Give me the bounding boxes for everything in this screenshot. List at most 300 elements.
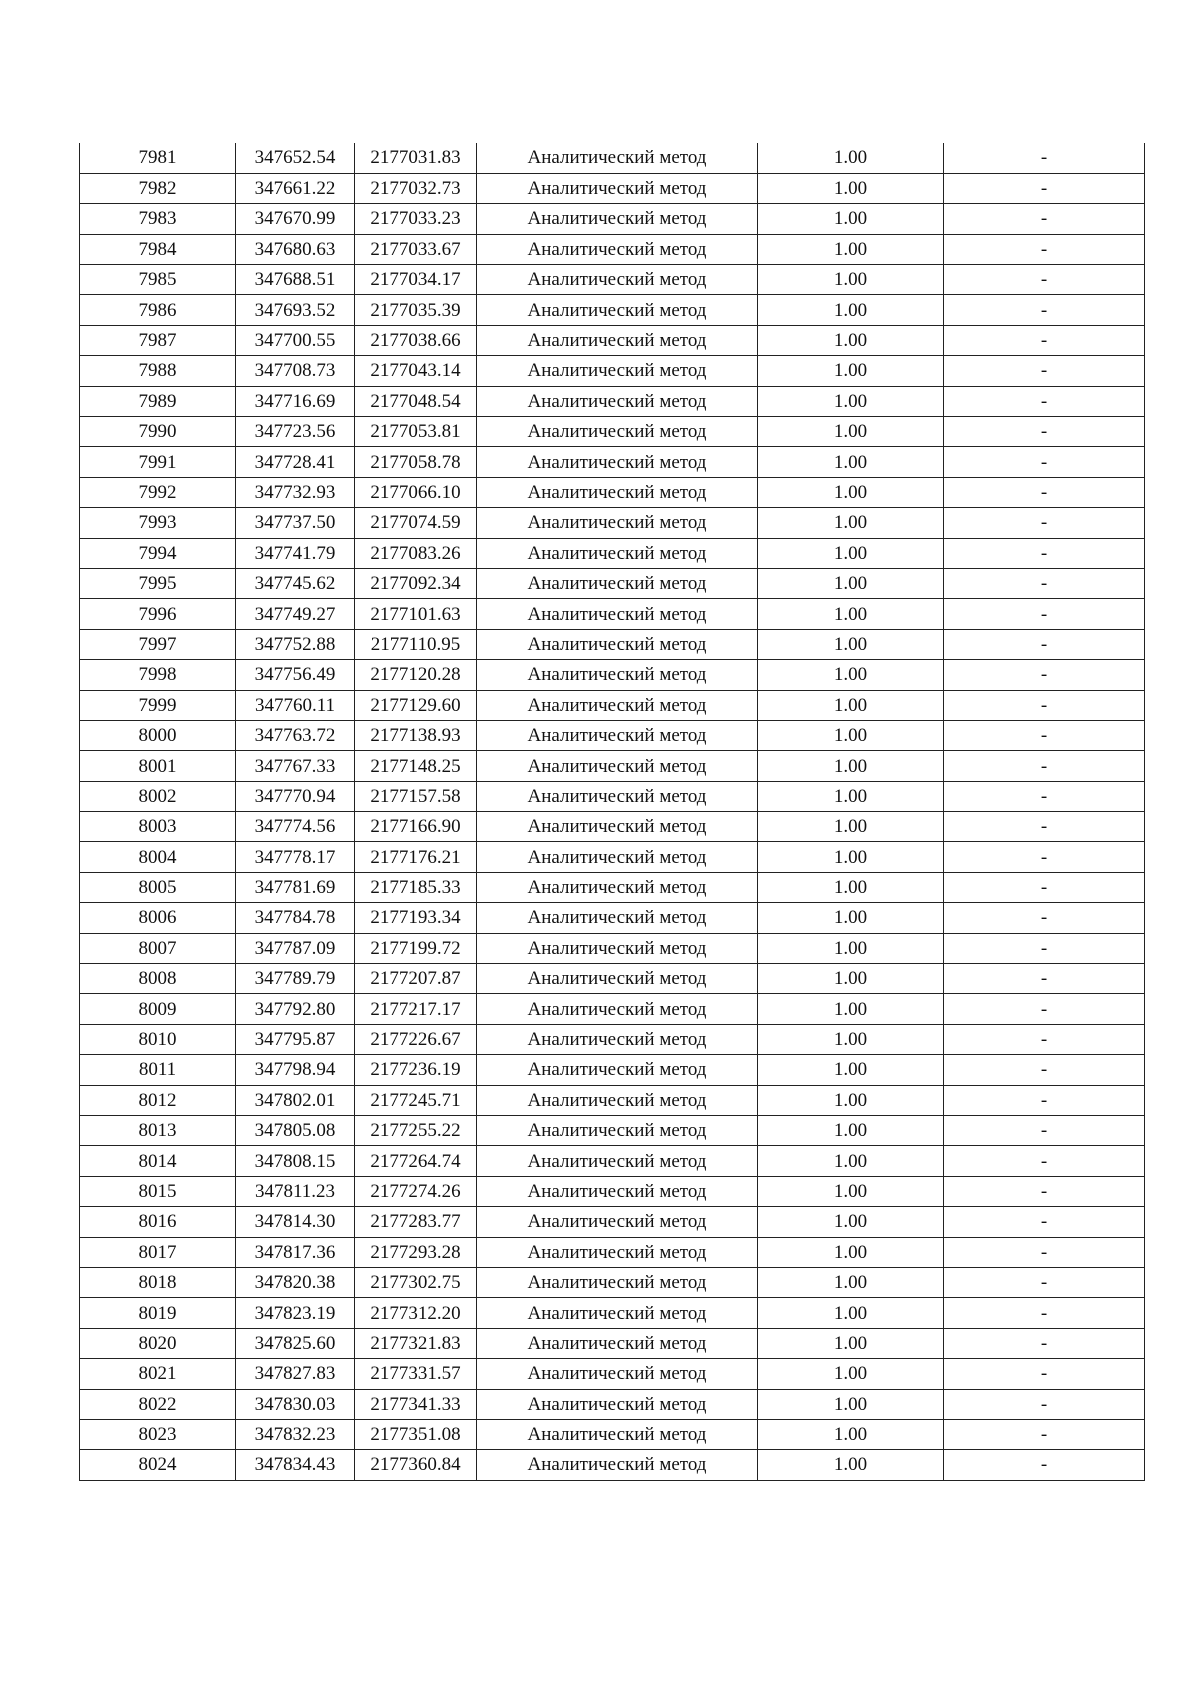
- note-cell: -: [944, 629, 1145, 659]
- y-coordinate-cell: 2177321.83: [355, 1328, 477, 1358]
- method-cell: Аналитический метод: [477, 812, 758, 842]
- method-cell: Аналитический метод: [477, 356, 758, 386]
- table-row: [80, 417, 1145, 447]
- accuracy-cell: 1.00: [758, 234, 944, 264]
- accuracy-cell: 1.00: [758, 1298, 944, 1328]
- accuracy-cell: 1.00: [758, 964, 944, 994]
- table-row: [80, 1237, 1145, 1267]
- x-coordinate-cell: 347792.80: [236, 994, 355, 1024]
- note-cell: -: [944, 1146, 1145, 1176]
- table-row: [80, 1024, 1145, 1054]
- x-coordinate-cell: 347716.69: [236, 386, 355, 416]
- note-cell: -: [944, 1328, 1145, 1358]
- note-cell: -: [944, 325, 1145, 355]
- point-number-cell: 8020: [80, 1328, 236, 1358]
- table-row: [80, 1389, 1145, 1419]
- table-row: [80, 1359, 1145, 1389]
- method-cell: Аналитический метод: [477, 234, 758, 264]
- x-coordinate-cell: 347787.09: [236, 933, 355, 963]
- method-cell: Аналитический метод: [477, 872, 758, 902]
- x-coordinate-cell: 347802.01: [236, 1085, 355, 1115]
- accuracy-cell: 1.00: [758, 1176, 944, 1206]
- x-coordinate-cell: 347661.22: [236, 173, 355, 203]
- note-cell: -: [944, 1359, 1145, 1389]
- method-cell: Аналитический метод: [477, 1085, 758, 1115]
- point-number-cell: 7985: [80, 265, 236, 295]
- method-cell: Аналитический метод: [477, 1146, 758, 1176]
- accuracy-cell: 1.00: [758, 143, 944, 173]
- point-number-cell: 8013: [80, 1116, 236, 1146]
- table-row: [80, 781, 1145, 811]
- x-coordinate-cell: 347789.79: [236, 964, 355, 994]
- table-row: [80, 1146, 1145, 1176]
- x-coordinate-cell: 347817.36: [236, 1237, 355, 1267]
- method-cell: Аналитический метод: [477, 933, 758, 963]
- x-coordinate-cell: 347693.52: [236, 295, 355, 325]
- method-cell: Аналитический метод: [477, 1237, 758, 1267]
- table-row: [80, 295, 1145, 325]
- note-cell: -: [944, 417, 1145, 447]
- x-coordinate-cell: 347749.27: [236, 599, 355, 629]
- y-coordinate-cell: 2177034.17: [355, 265, 477, 295]
- table-row: [80, 1450, 1145, 1480]
- coordinates-table: [79, 143, 1145, 1481]
- method-cell: Аналитический метод: [477, 417, 758, 447]
- point-number-cell: 7999: [80, 690, 236, 720]
- method-cell: Аналитический метод: [477, 295, 758, 325]
- note-cell: -: [944, 812, 1145, 842]
- point-number-cell: 8017: [80, 1237, 236, 1267]
- point-number-cell: 8003: [80, 812, 236, 842]
- point-number-cell: 7982: [80, 173, 236, 203]
- point-number-cell: 8007: [80, 933, 236, 963]
- y-coordinate-cell: 2177048.54: [355, 386, 477, 416]
- x-coordinate-cell: 347767.33: [236, 751, 355, 781]
- y-coordinate-cell: 2177312.20: [355, 1298, 477, 1328]
- table-row: [80, 325, 1145, 355]
- point-number-cell: 7992: [80, 477, 236, 507]
- note-cell: -: [944, 751, 1145, 781]
- note-cell: -: [944, 295, 1145, 325]
- point-number-cell: 7994: [80, 538, 236, 568]
- note-cell: -: [944, 1298, 1145, 1328]
- method-cell: Аналитический метод: [477, 1389, 758, 1419]
- y-coordinate-cell: 2177341.33: [355, 1389, 477, 1419]
- point-number-cell: 8018: [80, 1267, 236, 1297]
- method-cell: Аналитический метод: [477, 265, 758, 295]
- x-coordinate-cell: 347741.79: [236, 538, 355, 568]
- method-cell: Аналитический метод: [477, 690, 758, 720]
- point-number-cell: 8010: [80, 1024, 236, 1054]
- x-coordinate-cell: 347670.99: [236, 204, 355, 234]
- table-row: [80, 964, 1145, 994]
- accuracy-cell: 1.00: [758, 812, 944, 842]
- accuracy-cell: 1.00: [758, 1055, 944, 1085]
- accuracy-cell: 1.00: [758, 903, 944, 933]
- table-row: [80, 933, 1145, 963]
- accuracy-cell: 1.00: [758, 417, 944, 447]
- method-cell: Аналитический метод: [477, 386, 758, 416]
- accuracy-cell: 1.00: [758, 781, 944, 811]
- table-row: [80, 842, 1145, 872]
- table-row: [80, 1419, 1145, 1449]
- y-coordinate-cell: 2177207.87: [355, 964, 477, 994]
- accuracy-cell: 1.00: [758, 265, 944, 295]
- method-cell: Аналитический метод: [477, 903, 758, 933]
- note-cell: -: [944, 1267, 1145, 1297]
- note-cell: -: [944, 1085, 1145, 1115]
- y-coordinate-cell: 2177031.83: [355, 143, 477, 173]
- method-cell: Аналитический метод: [477, 781, 758, 811]
- accuracy-cell: 1.00: [758, 1024, 944, 1054]
- method-cell: Аналитический метод: [477, 1116, 758, 1146]
- method-cell: Аналитический метод: [477, 325, 758, 355]
- point-number-cell: 8004: [80, 842, 236, 872]
- point-number-cell: 7991: [80, 447, 236, 477]
- x-coordinate-cell: 347823.19: [236, 1298, 355, 1328]
- table-row: [80, 143, 1145, 173]
- note-cell: -: [944, 660, 1145, 690]
- x-coordinate-cell: 347652.54: [236, 143, 355, 173]
- table-row: [80, 356, 1145, 386]
- accuracy-cell: 1.00: [758, 1146, 944, 1176]
- accuracy-cell: 1.00: [758, 751, 944, 781]
- y-coordinate-cell: 2177033.67: [355, 234, 477, 264]
- method-cell: Аналитический метод: [477, 994, 758, 1024]
- method-cell: Аналитический метод: [477, 842, 758, 872]
- note-cell: -: [944, 1389, 1145, 1419]
- note-cell: -: [944, 690, 1145, 720]
- note-cell: -: [944, 1207, 1145, 1237]
- x-coordinate-cell: 347723.56: [236, 417, 355, 447]
- method-cell: Аналитический метод: [477, 1024, 758, 1054]
- x-coordinate-cell: 347811.23: [236, 1176, 355, 1206]
- method-cell: Аналитический метод: [477, 477, 758, 507]
- y-coordinate-cell: 2177185.33: [355, 872, 477, 902]
- method-cell: Аналитический метод: [477, 1419, 758, 1449]
- note-cell: -: [944, 568, 1145, 598]
- note-cell: -: [944, 143, 1145, 173]
- x-coordinate-cell: 347805.08: [236, 1116, 355, 1146]
- y-coordinate-cell: 2177074.59: [355, 508, 477, 538]
- table-row: [80, 538, 1145, 568]
- accuracy-cell: 1.00: [758, 1237, 944, 1267]
- table-row: [80, 568, 1145, 598]
- table-row: [80, 1298, 1145, 1328]
- table-row: [80, 234, 1145, 264]
- table-row: [80, 1116, 1145, 1146]
- accuracy-cell: 1.00: [758, 477, 944, 507]
- y-coordinate-cell: 2177199.72: [355, 933, 477, 963]
- table-row: [80, 447, 1145, 477]
- point-number-cell: 8001: [80, 751, 236, 781]
- accuracy-cell: 1.00: [758, 538, 944, 568]
- accuracy-cell: 1.00: [758, 933, 944, 963]
- accuracy-cell: 1.00: [758, 295, 944, 325]
- point-number-cell: 7988: [80, 356, 236, 386]
- x-coordinate-cell: 347808.15: [236, 1146, 355, 1176]
- y-coordinate-cell: 2177120.28: [355, 660, 477, 690]
- accuracy-cell: 1.00: [758, 842, 944, 872]
- point-number-cell: 8015: [80, 1176, 236, 1206]
- point-number-cell: 7984: [80, 234, 236, 264]
- note-cell: -: [944, 720, 1145, 750]
- y-coordinate-cell: 2177255.22: [355, 1116, 477, 1146]
- note-cell: -: [944, 508, 1145, 538]
- y-coordinate-cell: 2177274.26: [355, 1176, 477, 1206]
- note-cell: -: [944, 173, 1145, 203]
- accuracy-cell: 1.00: [758, 720, 944, 750]
- note-cell: -: [944, 477, 1145, 507]
- table-row: [80, 265, 1145, 295]
- y-coordinate-cell: 2177138.93: [355, 720, 477, 750]
- y-coordinate-cell: 2177043.14: [355, 356, 477, 386]
- method-cell: Аналитический метод: [477, 538, 758, 568]
- point-number-cell: 8000: [80, 720, 236, 750]
- note-cell: -: [944, 933, 1145, 963]
- accuracy-cell: 1.00: [758, 356, 944, 386]
- note-cell: -: [944, 781, 1145, 811]
- accuracy-cell: 1.00: [758, 1207, 944, 1237]
- method-cell: Аналитический метод: [477, 751, 758, 781]
- x-coordinate-cell: 347728.41: [236, 447, 355, 477]
- point-number-cell: 8024: [80, 1450, 236, 1480]
- y-coordinate-cell: 2177101.63: [355, 599, 477, 629]
- method-cell: Аналитический метод: [477, 720, 758, 750]
- accuracy-cell: 1.00: [758, 1419, 944, 1449]
- y-coordinate-cell: 2177236.19: [355, 1055, 477, 1085]
- x-coordinate-cell: 347820.38: [236, 1267, 355, 1297]
- accuracy-cell: 1.00: [758, 994, 944, 1024]
- table-row: [80, 872, 1145, 902]
- note-cell: -: [944, 872, 1145, 902]
- y-coordinate-cell: 2177053.81: [355, 417, 477, 447]
- point-number-cell: 8006: [80, 903, 236, 933]
- point-number-cell: 7990: [80, 417, 236, 447]
- table-row: [80, 720, 1145, 750]
- method-cell: Аналитический метод: [477, 143, 758, 173]
- accuracy-cell: 1.00: [758, 1328, 944, 1358]
- note-cell: -: [944, 994, 1145, 1024]
- accuracy-cell: 1.00: [758, 660, 944, 690]
- y-coordinate-cell: 2177293.28: [355, 1237, 477, 1267]
- y-coordinate-cell: 2177157.58: [355, 781, 477, 811]
- y-coordinate-cell: 2177302.75: [355, 1267, 477, 1297]
- method-cell: Аналитический метод: [477, 1207, 758, 1237]
- table-row: [80, 751, 1145, 781]
- point-number-cell: 7981: [80, 143, 236, 173]
- table-row: [80, 173, 1145, 203]
- method-cell: Аналитический метод: [477, 1176, 758, 1206]
- note-cell: -: [944, 356, 1145, 386]
- method-cell: Аналитический метод: [477, 508, 758, 538]
- x-coordinate-cell: 347781.69: [236, 872, 355, 902]
- x-coordinate-cell: 347760.11: [236, 690, 355, 720]
- accuracy-cell: 1.00: [758, 325, 944, 355]
- accuracy-cell: 1.00: [758, 508, 944, 538]
- accuracy-cell: 1.00: [758, 447, 944, 477]
- note-cell: -: [944, 1116, 1145, 1146]
- note-cell: -: [944, 204, 1145, 234]
- x-coordinate-cell: 347825.60: [236, 1328, 355, 1358]
- note-cell: -: [944, 1450, 1145, 1480]
- method-cell: Аналитический метод: [477, 447, 758, 477]
- accuracy-cell: 1.00: [758, 690, 944, 720]
- y-coordinate-cell: 2177264.74: [355, 1146, 477, 1176]
- point-number-cell: 8016: [80, 1207, 236, 1237]
- method-cell: Аналитический метод: [477, 1298, 758, 1328]
- note-cell: -: [944, 1055, 1145, 1085]
- y-coordinate-cell: 2177058.78: [355, 447, 477, 477]
- point-number-cell: 7993: [80, 508, 236, 538]
- note-cell: -: [944, 447, 1145, 477]
- y-coordinate-cell: 2177066.10: [355, 477, 477, 507]
- table-row: [80, 1085, 1145, 1115]
- y-coordinate-cell: 2177032.73: [355, 173, 477, 203]
- x-coordinate-cell: 347834.43: [236, 1450, 355, 1480]
- method-cell: Аналитический метод: [477, 204, 758, 234]
- accuracy-cell: 1.00: [758, 1085, 944, 1115]
- y-coordinate-cell: 2177148.25: [355, 751, 477, 781]
- point-number-cell: 8022: [80, 1389, 236, 1419]
- accuracy-cell: 1.00: [758, 204, 944, 234]
- point-number-cell: 8021: [80, 1359, 236, 1389]
- point-number-cell: 7996: [80, 599, 236, 629]
- table-row: [80, 690, 1145, 720]
- x-coordinate-cell: 347784.78: [236, 903, 355, 933]
- y-coordinate-cell: 2177166.90: [355, 812, 477, 842]
- y-coordinate-cell: 2177110.95: [355, 629, 477, 659]
- x-coordinate-cell: 347827.83: [236, 1359, 355, 1389]
- y-coordinate-cell: 2177351.08: [355, 1419, 477, 1449]
- point-number-cell: 8009: [80, 994, 236, 1024]
- x-coordinate-cell: 347798.94: [236, 1055, 355, 1085]
- table-row: [80, 477, 1145, 507]
- note-cell: -: [944, 1419, 1145, 1449]
- point-number-cell: 7987: [80, 325, 236, 355]
- x-coordinate-cell: 347814.30: [236, 1207, 355, 1237]
- point-number-cell: 8002: [80, 781, 236, 811]
- accuracy-cell: 1.00: [758, 173, 944, 203]
- method-cell: Аналитический метод: [477, 660, 758, 690]
- table-row: [80, 508, 1145, 538]
- point-number-cell: 7983: [80, 204, 236, 234]
- point-number-cell: 8014: [80, 1146, 236, 1176]
- note-cell: -: [944, 964, 1145, 994]
- y-coordinate-cell: 2177283.77: [355, 1207, 477, 1237]
- table-row: [80, 1176, 1145, 1206]
- y-coordinate-cell: 2177226.67: [355, 1024, 477, 1054]
- table-row: [80, 660, 1145, 690]
- note-cell: -: [944, 538, 1145, 568]
- x-coordinate-cell: 347688.51: [236, 265, 355, 295]
- method-cell: Аналитический метод: [477, 1450, 758, 1480]
- method-cell: Аналитический метод: [477, 1267, 758, 1297]
- accuracy-cell: 1.00: [758, 1389, 944, 1419]
- point-number-cell: 7997: [80, 629, 236, 659]
- table-row: [80, 1267, 1145, 1297]
- table-row: [80, 1055, 1145, 1085]
- x-coordinate-cell: 347763.72: [236, 720, 355, 750]
- table-row: [80, 629, 1145, 659]
- accuracy-cell: 1.00: [758, 872, 944, 902]
- point-number-cell: 8012: [80, 1085, 236, 1115]
- table-row: [80, 903, 1145, 933]
- table-row: [80, 812, 1145, 842]
- y-coordinate-cell: 2177129.60: [355, 690, 477, 720]
- y-coordinate-cell: 2177193.34: [355, 903, 477, 933]
- y-coordinate-cell: 2177083.26: [355, 538, 477, 568]
- x-coordinate-cell: 347700.55: [236, 325, 355, 355]
- point-number-cell: 8005: [80, 872, 236, 902]
- point-number-cell: 7986: [80, 295, 236, 325]
- y-coordinate-cell: 2177245.71: [355, 1085, 477, 1115]
- point-number-cell: 8011: [80, 1055, 236, 1085]
- x-coordinate-cell: 347680.63: [236, 234, 355, 264]
- x-coordinate-cell: 347832.23: [236, 1419, 355, 1449]
- x-coordinate-cell: 347752.88: [236, 629, 355, 659]
- method-cell: Аналитический метод: [477, 1359, 758, 1389]
- x-coordinate-cell: 347737.50: [236, 508, 355, 538]
- method-cell: Аналитический метод: [477, 599, 758, 629]
- y-coordinate-cell: 2177033.23: [355, 204, 477, 234]
- x-coordinate-cell: 347756.49: [236, 660, 355, 690]
- y-coordinate-cell: 2177092.34: [355, 568, 477, 598]
- x-coordinate-cell: 347774.56: [236, 812, 355, 842]
- y-coordinate-cell: 2177217.17: [355, 994, 477, 1024]
- point-number-cell: 8019: [80, 1298, 236, 1328]
- accuracy-cell: 1.00: [758, 1359, 944, 1389]
- point-number-cell: 8008: [80, 964, 236, 994]
- point-number-cell: 7998: [80, 660, 236, 690]
- method-cell: Аналитический метод: [477, 1055, 758, 1085]
- note-cell: -: [944, 1176, 1145, 1206]
- note-cell: -: [944, 234, 1145, 264]
- note-cell: -: [944, 386, 1145, 416]
- accuracy-cell: 1.00: [758, 1267, 944, 1297]
- accuracy-cell: 1.00: [758, 599, 944, 629]
- point-number-cell: 7989: [80, 386, 236, 416]
- accuracy-cell: 1.00: [758, 568, 944, 598]
- method-cell: Аналитический метод: [477, 964, 758, 994]
- accuracy-cell: 1.00: [758, 629, 944, 659]
- method-cell: Аналитический метод: [477, 629, 758, 659]
- table-row: [80, 1207, 1145, 1237]
- y-coordinate-cell: 2177331.57: [355, 1359, 477, 1389]
- point-number-cell: 8023: [80, 1419, 236, 1449]
- note-cell: -: [944, 903, 1145, 933]
- note-cell: -: [944, 1237, 1145, 1267]
- coordinates-table-body: [80, 143, 1145, 1480]
- y-coordinate-cell: 2177038.66: [355, 325, 477, 355]
- table-row: [80, 1328, 1145, 1358]
- x-coordinate-cell: 347778.17: [236, 842, 355, 872]
- note-cell: -: [944, 265, 1145, 295]
- x-coordinate-cell: 347795.87: [236, 1024, 355, 1054]
- method-cell: Аналитический метод: [477, 1328, 758, 1358]
- note-cell: -: [944, 599, 1145, 629]
- y-coordinate-cell: 2177176.21: [355, 842, 477, 872]
- table-row: [80, 994, 1145, 1024]
- note-cell: -: [944, 842, 1145, 872]
- table-row: [80, 204, 1145, 234]
- accuracy-cell: 1.00: [758, 1450, 944, 1480]
- table-row: [80, 386, 1145, 416]
- x-coordinate-cell: 347830.03: [236, 1389, 355, 1419]
- x-coordinate-cell: 347745.62: [236, 568, 355, 598]
- y-coordinate-cell: 2177035.39: [355, 295, 477, 325]
- x-coordinate-cell: 347770.94: [236, 781, 355, 811]
